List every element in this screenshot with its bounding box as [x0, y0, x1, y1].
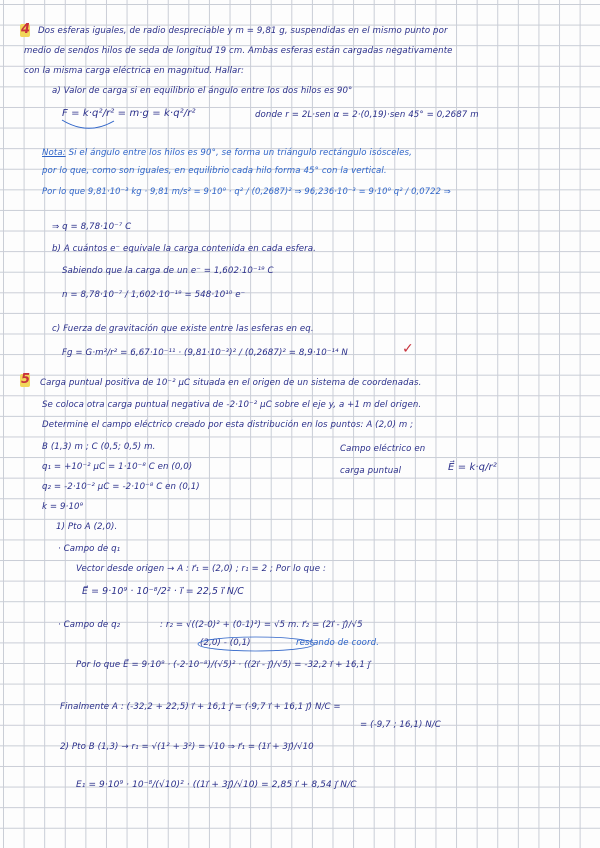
- r2-highlight-ellipse-icon: [196, 636, 306, 652]
- problem-4-statement-line-3: con la misma carga eléctrica en magnitud. Hallar:: [24, 66, 245, 76]
- part-c-question: c) Fuerza de gravitación que existe entre las esferas en eq.: [52, 324, 314, 334]
- result-a: ⇒ q = 8,78·10⁻⁷ C: [52, 222, 132, 232]
- field-formula: E⃗ = k·q/r²: [448, 462, 497, 473]
- equation-a2: Por lo que 9,81·10⁻³ kg · 9,81 m/s² = 9·10⁹ · q² / (0,2687)² ⇒ 96,236·10⁻³ = 9·10⁹ q² / 0,0722 ⇒: [42, 186, 451, 196]
- problem-5-number: 5: [21, 372, 31, 387]
- problem-4-statement-line-2: medio de sendos hilos de seda de longitud 19 cm. Ambas esferas están cargadas negativamente: [24, 46, 453, 56]
- equation-a1-distance: donde r = 2L·sen α = 2·(0,19)·sen 45° = 0,2687 m: [255, 110, 479, 120]
- note-block: [42, 148, 412, 159]
- problem-4-number: 4: [21, 22, 31, 37]
- equation-c: Fg = G·m²/r² = 6,67·10⁻¹¹ · (9,81·10⁻³)² / (0,2687)² = 8,9·10⁻¹⁴ N: [62, 348, 348, 358]
- campo-q2-heading: · Campo de q₂: [58, 620, 121, 630]
- note-line-2: por lo que, como son iguales, en equilibrio cada hilo forma 45° con la vertical.: [42, 166, 387, 176]
- r2-substitution: (2,0) - (0,1): [200, 638, 251, 648]
- part-b-question: b) A cuántos e⁻ equivale la carga contenida en cada esfera.: [52, 244, 316, 254]
- problem-4-statement-line-1: Dos esferas iguales, de radio despreciable y m = 9,81 g, suspendidas en el mismo punto por: [38, 26, 448, 36]
- note-line-1: Si el ángulo entre los hilos es 90°, se forma un triángulo rectángulo isósceles,: [68, 148, 412, 158]
- e1-b-equation: E₁ = 9·10⁹ · 10⁻⁸/(√10)² · ((1i⃗ + 3j⃗)/√10) = 2,85 i⃗ + 8,54 j⃗ N/C: [76, 780, 357, 790]
- r2-note: restando de coord.: [296, 638, 380, 648]
- equation-b: n = 8,78·10⁻⁷ / 1,602·10⁻¹⁹ = 548·10¹⁰ e⁻: [62, 290, 246, 300]
- points-line: B (1,3) m ; C (0,5; 0,5) m.: [42, 442, 156, 452]
- note-label: Nota:: [42, 148, 66, 158]
- field-label-line-2: carga puntual: [340, 466, 402, 476]
- part-a-question: a) Valor de carga si en equilibrio el ángulo entre los dos hilos es 90°: [52, 86, 353, 96]
- campo-q1-heading: · Campo de q₁: [58, 544, 121, 554]
- part-b-text: Sabiendo que la carga de un e⁻ = 1,602·10⁻¹⁹ C: [62, 266, 274, 276]
- equality-arrow-icon: [60, 118, 120, 138]
- q1-value: q₁ = +10⁻² μC = 1·10⁻⁸ C en (0,0): [42, 462, 193, 472]
- q2-value: q₂ = -2·10⁻² μC = -2·10⁻⁸ C en (0,1): [42, 482, 200, 492]
- point-b-line: 2) Pto B (1,3) → r₁ = √(1² + 3²) = √10 ⇒ r⃗₁ = (1i⃗ + 3j⃗)/√10: [60, 742, 314, 752]
- vector-a-line: Vector desde origen → A : r⃗₁ = (2,0) ; r₁ = 2 ; Por lo que :: [76, 564, 326, 574]
- problem-5-statement-line-3: Determine el campo eléctrico creado por esta distribución en los puntos: A (2,0) m ;: [42, 420, 414, 430]
- equation-a1: F = k·q²/r² = m·g = k·q²/r²: [62, 108, 196, 119]
- final-a-line-2: = (-9,7 ; 16,1) N/C: [360, 720, 441, 730]
- e1-a-equation: E⃗ = 9·10⁹ · 10⁻⁸/2² · i⃗ = 22,5 i⃗ N/C: [82, 586, 244, 597]
- problem-5-statement-line-2: Se coloca otra carga puntual negativa de -2·10⁻² μC sobre el eje y, a +1 m del origen.: [42, 400, 422, 410]
- field-label-line-1: Campo eléctrico en: [340, 444, 426, 454]
- problem-5-statement-line-1: Carga puntual positiva de 10⁻² μC situada en el origen de un sistema de coordenadas.: [40, 378, 422, 388]
- point-a-heading: 1) Pto A (2,0).: [56, 522, 118, 532]
- final-a-line-1: Finalmente A : (-32,2 + 22,5) i⃗ + 16,1 j⃗ = (-9,7 i⃗ + 16,1 j⃗) N/C =: [60, 702, 341, 712]
- k-value: k = 9·10⁹: [42, 502, 84, 512]
- check-mark-icon: ✓: [402, 341, 414, 357]
- r2-equation: : r₂ = √((2-0)² + (0-1)²) = √5 m. r⃗₂ = (2i⃗ - j⃗)/√5: [160, 620, 363, 630]
- e2-a-equation: Por lo que E⃗ = 9·10⁹ · (-2·10⁻⁸)/(√5)² · ((2i⃗ - j⃗)/√5) = -32,2 i⃗ + 16,1 j⃗: [76, 660, 371, 670]
